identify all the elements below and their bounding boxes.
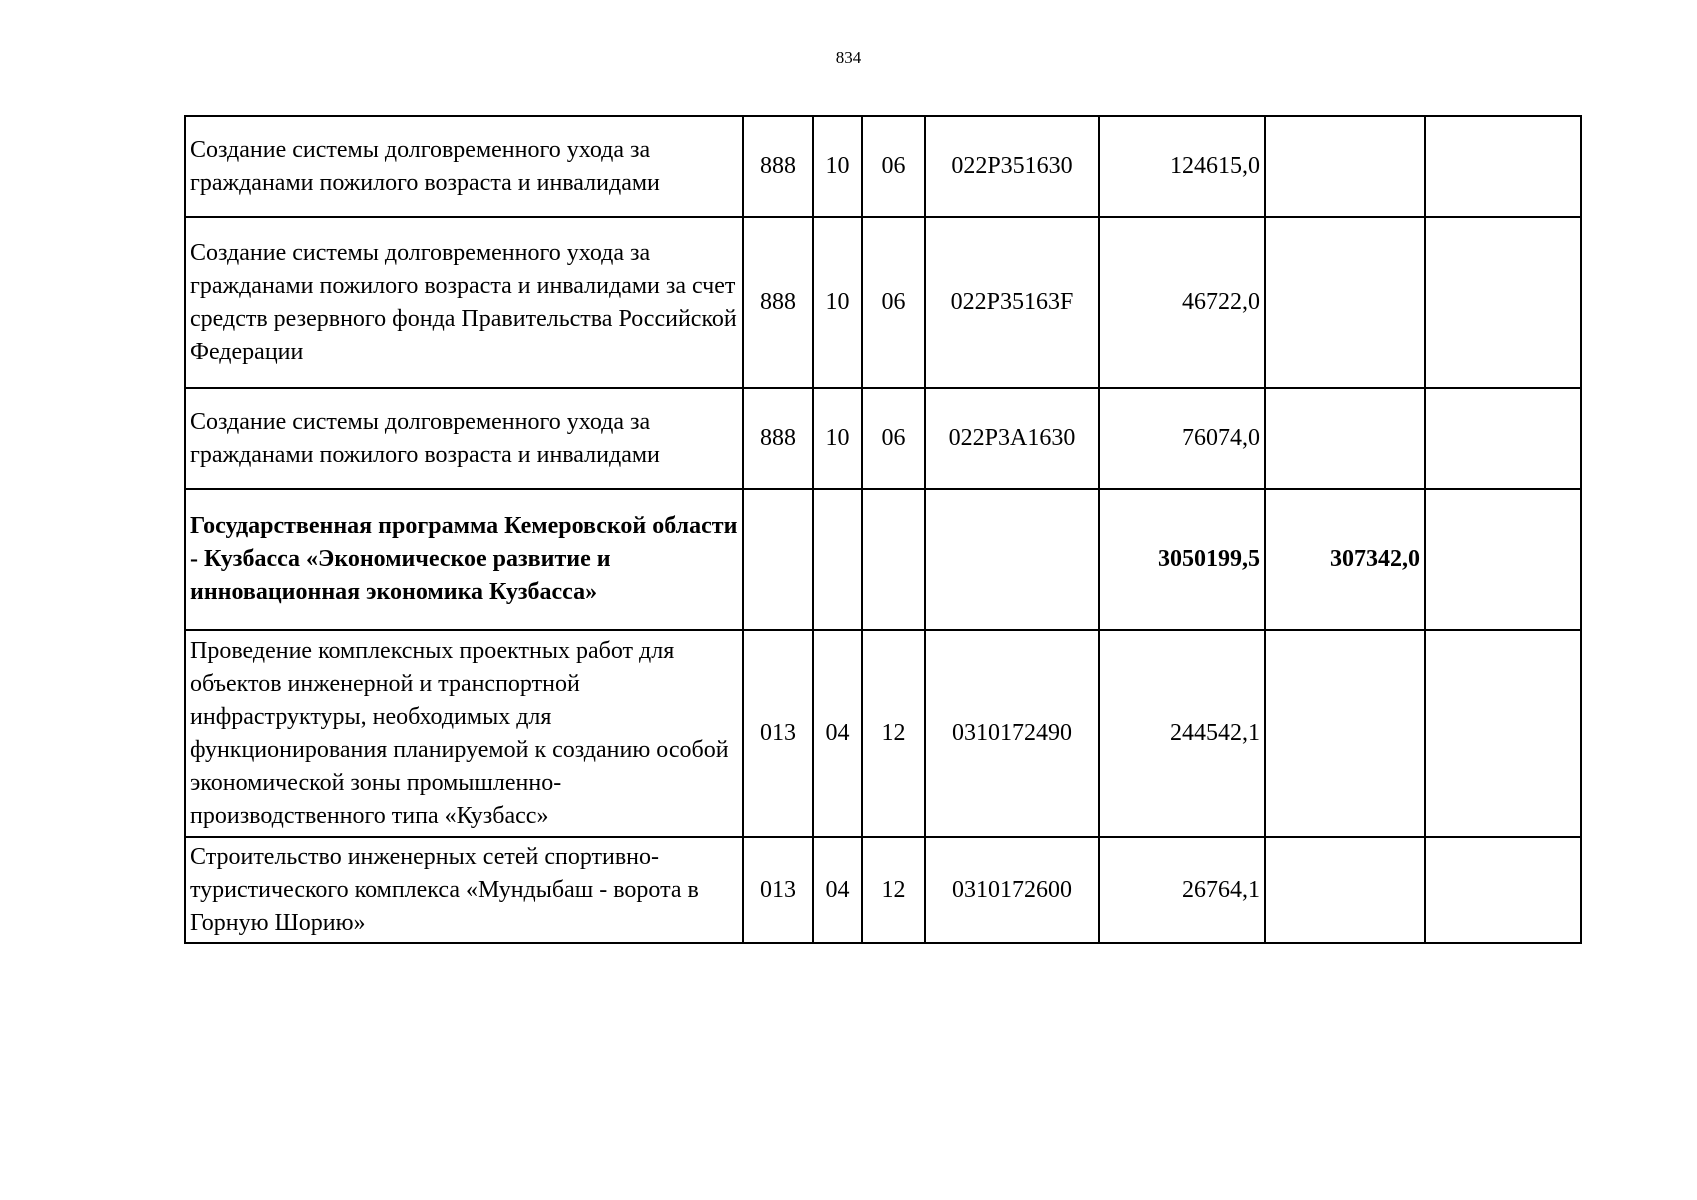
subsection-code-cell: 06 [862, 217, 925, 388]
amount-3-cell [1425, 489, 1581, 630]
target-code-cell: 022P3A1630 [925, 388, 1099, 489]
amount-1-cell: 76074,0 [1099, 388, 1265, 489]
amount-1-cell: 46722,0 [1099, 217, 1265, 388]
target-code-cell: 022P351630 [925, 116, 1099, 217]
target-code-cell: 022P35163F [925, 217, 1099, 388]
table-row [185, 630, 1581, 837]
subsection-code-cell: 06 [862, 388, 925, 489]
table-body [185, 116, 1581, 943]
amount-2-cell [1265, 837, 1425, 943]
page-number: 834 [835, 48, 862, 67]
amount-3-cell [1425, 837, 1581, 943]
target-code-cell: 0310172600 [925, 837, 1099, 943]
section-code-cell: 04 [813, 630, 862, 837]
amount-2-cell [1265, 630, 1425, 837]
subsection-code-cell: 12 [862, 837, 925, 943]
table-row [185, 217, 1581, 388]
amount-1-cell: 3050199,5 [1099, 489, 1265, 630]
section-code-cell: 10 [813, 116, 862, 217]
row-name-cell: Создание системы долговременного ухода за гражданами пожилого возраста и инвалидами [185, 388, 743, 489]
row-name-cell: Создание системы долговременного ухода за гражданами пожилого возраста и инвалидами [185, 116, 743, 217]
table-row [185, 837, 1581, 943]
subsection-code-cell: 06 [862, 116, 925, 217]
table-row [185, 388, 1581, 489]
section-code-cell: 10 [813, 217, 862, 388]
row-name-cell: Государственная программа Кемеровской области - Кузбасса «Экономическое развитие и инновационная экономика Кузбасса» [185, 489, 743, 630]
amount-2-cell [1265, 388, 1425, 489]
target-code-cell [925, 489, 1099, 630]
section-code-cell: 10 [813, 388, 862, 489]
ministry-code-cell: 013 [743, 837, 813, 943]
subsection-code-cell [862, 489, 925, 630]
ministry-code-cell: 888 [743, 388, 813, 489]
row-name-cell: Строительство инженерных сетей спортивно-туристического комплекса «Мундыбаш - ворота в Горную Шорию» [185, 837, 743, 943]
amount-2-cell [1265, 217, 1425, 388]
ministry-code-cell [743, 489, 813, 630]
row-name-cell: Создание системы долговременного ухода за гражданами пожилого возраста и инвалидами за счет средств резервного фонда Правительства Российской Федерации [185, 217, 743, 388]
amount-3-cell [1425, 116, 1581, 217]
table-row [185, 116, 1581, 217]
amount-3-cell [1425, 630, 1581, 837]
amount-3-cell [1425, 388, 1581, 489]
amount-2-cell: 307342,0 [1265, 489, 1425, 630]
budget-table [184, 115, 1582, 944]
amount-1-cell: 124615,0 [1099, 116, 1265, 217]
row-name-cell: Проведение комплексных проектных работ для объектов инженерной и транспортной инфраструктуры, необходимых для функционирования планируемой к созданию особой экономической зоны промышленно-производственного типа «Кузбасс» [185, 630, 743, 837]
amount-1-cell: 26764,1 [1099, 837, 1265, 943]
ministry-code-cell: 888 [743, 217, 813, 388]
amount-1-cell: 244542,1 [1099, 630, 1265, 837]
subsection-code-cell: 12 [862, 630, 925, 837]
amount-2-cell [1265, 116, 1425, 217]
ministry-code-cell: 013 [743, 630, 813, 837]
section-code-cell [813, 489, 862, 630]
section-code-cell: 04 [813, 837, 862, 943]
ministry-code-cell: 888 [743, 116, 813, 217]
amount-3-cell [1425, 217, 1581, 388]
table-row [185, 489, 1581, 630]
target-code-cell: 0310172490 [925, 630, 1099, 837]
